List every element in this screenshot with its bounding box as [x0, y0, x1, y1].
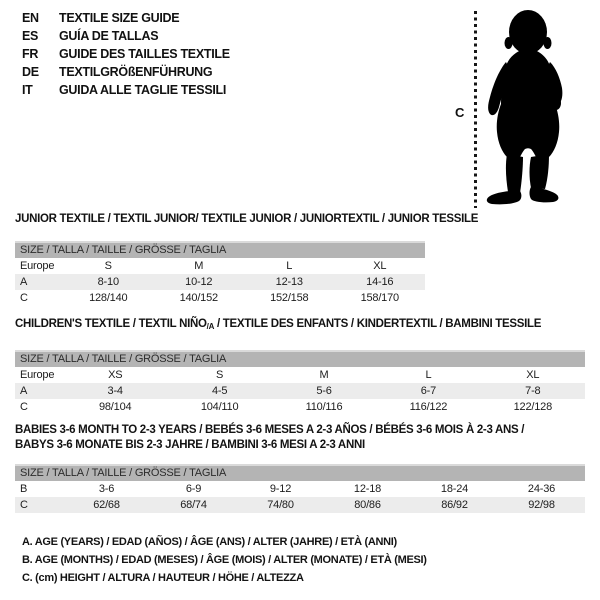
height-cell: 68/74 [180, 499, 207, 511]
children-title-pre: CHILDREN'S TEXTILE / TEXTIL NIÑO [15, 318, 207, 330]
baby-silhouette-icon [483, 8, 569, 206]
height-cell: 98/104 [98, 401, 132, 413]
legend-notes [22, 533, 427, 587]
height-cell: 140/152 [179, 292, 218, 304]
babies-section-title-line1: BABIES 3-6 MONTH TO 2-3 YEARS / BEBÉS 3-6 MESES A 2-3 AÑOS / BÉBÉS 3-6 MOIS À 2-3 ANS / [15, 424, 525, 436]
row-label: C [20, 401, 28, 413]
table-row-age [15, 383, 585, 399]
height-cell: 128/140 [89, 292, 128, 304]
months-cell: 12-18 [353, 483, 382, 495]
language-code: DE [22, 65, 39, 79]
height-cell: 86/92 [441, 499, 468, 511]
junior-textile-section [15, 212, 479, 306]
junior-size-table [15, 241, 425, 306]
children-title-sub: /A [206, 322, 215, 331]
height-cell: 62/68 [93, 499, 120, 511]
height-cell: 104/110 [200, 401, 239, 413]
language-code: FR [22, 47, 39, 61]
size-cell: XL [526, 369, 540, 381]
age-cell: 8-10 [97, 276, 119, 288]
size-cell: L [286, 260, 293, 272]
language-code: IT [22, 83, 33, 97]
age-cell: 6-7 [420, 385, 437, 397]
guide-title-fr: GUIDE DES TAILLES TEXTILE [59, 47, 230, 61]
height-cell: 110/116 [305, 401, 343, 413]
months-cell: 24-36 [527, 483, 556, 495]
junior-section-title: JUNIOR TEXTILE / TEXTIL JUNIOR/ TEXTILE JUNIOR / JUNIORTEXTIL / JUNIOR TESSILE [15, 213, 479, 225]
row-label: C [20, 499, 28, 511]
height-cell: 152/158 [270, 292, 309, 304]
language-code: EN [22, 11, 39, 25]
babies-section-title-line2: BABYS 3-6 MONATE BIS 2-3 JAHRE / BAMBINI 3-6 MESI A 2-3 ANNI [15, 439, 365, 451]
size-cell: L [425, 369, 432, 381]
note-age-years: A. AGE (YEARS) / EDAD (AÑOS) / ÂGE (ANS) / ALTER (JAHRE) / ETÀ (ANNI) [22, 536, 397, 548]
guide-title-de: TEXTILGRÖßENFÜHRUNG [59, 65, 213, 79]
babies-textile-section [15, 423, 585, 513]
size-cell: XL [373, 260, 387, 272]
note-height-cm: C. (cm) HEIGHT / ALTURA / HAUTEUR / HÖHE / ALTEZZA [22, 572, 304, 584]
table-row-height [15, 290, 425, 306]
age-cell: 3-4 [107, 385, 123, 397]
guide-title-it: GUIDA ALLE TAGLIE TESSILI [59, 83, 227, 97]
table-row-months [15, 481, 585, 497]
height-dashed-line [474, 11, 477, 208]
height-cell: 116/122 [409, 401, 448, 413]
babies-size-table [15, 464, 585, 513]
size-header-bar: SIZE / TALLA / TAILLE / GRÖSSE / TAGLIA [15, 464, 585, 481]
guide-title-es: GUÍA DE TALLAS [59, 29, 159, 43]
table-row-europe [15, 367, 585, 383]
age-cell: 14-16 [366, 276, 394, 288]
language-code: ES [22, 29, 39, 43]
language-row-de [22, 63, 230, 81]
row-label: A [20, 385, 28, 397]
height-cell: 80/86 [354, 499, 381, 511]
height-cell: 122/128 [513, 401, 553, 413]
size-header-bar: SIZE / TALLA / TAILLE / GRÖSSE / TAGLIA [15, 241, 425, 258]
size-cell: S [104, 260, 112, 272]
size-cell: M [319, 369, 329, 381]
table-row-height [15, 497, 585, 513]
age-cell: 5-6 [316, 385, 332, 397]
children-size-table [15, 350, 585, 415]
months-cell: 6-9 [185, 483, 202, 495]
height-measure-label: C [455, 105, 465, 120]
age-cell: 4-5 [211, 385, 228, 397]
row-label: B [20, 483, 28, 495]
row-label: C [20, 292, 28, 304]
row-label: Europe [20, 260, 55, 272]
age-cell: 10-12 [185, 276, 213, 288]
children-section-title [15, 317, 585, 334]
language-title-list [22, 9, 230, 99]
table-row-europe [15, 258, 425, 274]
height-cell: 158/170 [360, 292, 399, 304]
size-cell: M [194, 260, 204, 272]
children-textile-section [15, 317, 585, 415]
table-row-height [15, 399, 585, 415]
row-label: Europe [20, 369, 55, 381]
months-cell: 3-6 [98, 483, 115, 495]
age-cell: 12-13 [275, 276, 303, 288]
language-row-es [22, 27, 230, 45]
months-cell: 9-12 [269, 483, 292, 495]
guide-title-en: TEXTILE SIZE GUIDE [59, 11, 180, 25]
table-row-age [15, 274, 425, 290]
months-cell: 18-24 [440, 483, 469, 495]
language-row-fr [22, 45, 230, 63]
height-cell: 74/80 [267, 499, 294, 511]
note-age-months: B. AGE (MONTHS) / EDAD (MESES) / ÂGE (MOIS) / ALTER (MONATE) / ETÀ (MESI) [22, 554, 427, 566]
language-row-en [22, 9, 230, 27]
height-cell: 92/98 [528, 499, 555, 511]
row-label: A [20, 276, 28, 288]
size-cell: XS [108, 369, 123, 381]
children-title-post: / TEXTILE DES ENFANTS / KINDERTEXTIL / BAMBINI TESSILE [214, 318, 542, 330]
language-row-it [22, 81, 230, 99]
size-header-bar: SIZE / TALLA / TAILLE / GRÖSSE / TAGLIA [15, 350, 585, 367]
age-cell: 7-8 [525, 385, 541, 397]
size-cell: S [216, 369, 224, 381]
